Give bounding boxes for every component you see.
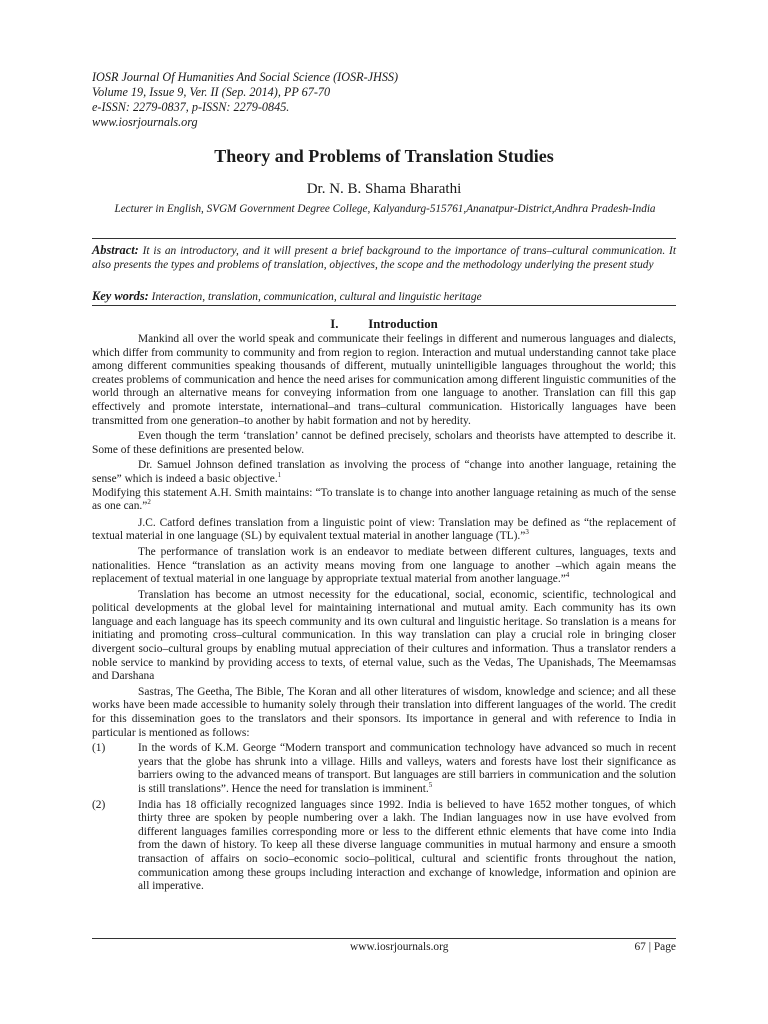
paragraph: Dr. Samuel Johnson defined translation as involving the process of “change into another language, retaining the sense” which is indeed a basic objective.$^1$ bbox=[92, 459, 676, 485]
journal-header bbox=[92, 70, 398, 130]
author-name: Dr. N. B. Shama Bharathi bbox=[306, 181, 462, 197]
abstract-text: It is an introductory, and it will present a brief background to the importance of trans–cultural communication. It also presents the types and problems of translation, objectives, the scope and the methodology underlying the present study bbox=[92, 245, 676, 271]
paragraph: Sastras, The Geetha, The Bible, The Koran and all other literatures of wisdom, knowledge and science; and all these works have been made accessible to humanity solely through their translation into different languages of the world. The credit for this dissemination goes to the translators and their sponsors. Its importance in general and with reference to India in particular is mentioned as follows: bbox=[92, 685, 676, 739]
paragraph: J.C. Catford defines translation from a linguistic point of view: Translation may be defined as “the replacement of textual material in one language (SL) by equivalent textual material in another language (TL).”$^3$ bbox=[92, 516, 676, 543]
volume-issue: Volume 19, Issue 9, Ver. II (Sep. 2014), PP 67-70 bbox=[92, 85, 331, 99]
section-title: Introduction bbox=[368, 317, 438, 331]
footnote-ref: 2 bbox=[147, 498, 151, 507]
footnote-ref: 4 bbox=[565, 571, 570, 580]
abstract-bottom-rule bbox=[92, 305, 676, 306]
section-number: I. bbox=[330, 317, 339, 331]
paragraph: Translation has become an utmost necessity for the educational, social, economic, scientific, technological and political developments at the global level for maintaining international and mutual amity. Each community has its own language and each language has its speech community and its own cultural and linguistic heritage. So translation is a means for initiating and promoting cross–cultural communication. In this way translation can play a crucial role in bringing closer divergent socio–cultural groups by enabling mutual appreciation of their cultures and information. Thus a translator renders a noble service to mankind by providing access to texts, of eternal value, such as the Vedas, The Upanishads, The Meemamsas and Darshana bbox=[92, 588, 676, 683]
author-affiliation: Lecturer in English, SVGM Government Degree College, Kalyandurg-515761,Ananatpur-District,Andhra Pradesh-India bbox=[114, 203, 656, 215]
footnote-ref: 3 bbox=[525, 528, 529, 537]
keywords bbox=[92, 289, 676, 304]
keywords-text: Interaction, translation, communication, cultural and linguistic heritage bbox=[148, 291, 482, 303]
paragraph: Modifying this statement A.H. Smith maintains: “To translate is to change into another language retaining as much of the sense as one can.”$^2$ bbox=[92, 486, 676, 513]
journal-url[interactable]: www.iosrjournals.org bbox=[92, 115, 198, 129]
list-item bbox=[92, 799, 676, 894]
footer-url[interactable]: www.iosrjournals.org bbox=[350, 941, 449, 953]
footnote-ref: 1 bbox=[277, 471, 282, 480]
paper-title: Theory and Problems of Translation Studies bbox=[214, 146, 554, 166]
list-item bbox=[92, 742, 676, 796]
page-number: 67 | Page bbox=[634, 941, 676, 953]
abstract bbox=[92, 244, 676, 272]
footnote-ref: 5 bbox=[428, 781, 433, 790]
keywords-label: Key words: bbox=[92, 289, 149, 303]
abstract-top-rule bbox=[92, 238, 676, 239]
page-footer bbox=[92, 938, 676, 953]
body-text bbox=[92, 333, 676, 896]
list-item-text: India has 18 officially recognized languages since 1992. India is believed to have 1652 mother tongues, of which thirty three are spoken by people numbering over a lakh. The Indian languages now in use have evolved from different languages families corresponding more or less to the different ethnic elements that have come into India from the dawn of history. To keep all these diverse language communities in mutual harmony and ensure a smooth transaction of affairs on socio–economic socio–political, cultural and scientific fronts throughout the nation, communication among these groups including interaction and exchange of knowledge, information and opinion are all imperative. bbox=[138, 798, 676, 893]
journal-name: IOSR Journal Of Humanities And Social Science (IOSR-JHSS) bbox=[92, 70, 399, 84]
paragraph: Mankind all over the world speak and communicate their feelings in different and numerous languages and dialects, which differ from community to community and from region to region. Interaction and mutual understanding cannot take place among different communities speaking thousands of different, mutually unintelligible languages throughout the world; this creates problems of communication and hence the need arises for communication among different linguistic communities of the world through an alternative means for conveying information from one language to another. Translation can fill this gap effectively and promote interstate, international–and trans–cultural communication. Historically languages have been transmitted from one generation–to another by habit formation and not by heredity. bbox=[92, 333, 676, 427]
list-item-label: (1) bbox=[92, 742, 106, 755]
paragraph: The performance of translation work is an endeavor to mediate between different cultures, languages, texts and nationalities. Hence “translation as an activity means moving from one language to another –which again means the replacement of textual material in one language by appropriate textual material from another language.”$^4$ bbox=[92, 545, 676, 586]
paragraph: Even though the term ‘translation’ cannot be defined precisely, scholars and theorists have attempted to describe it. Some of these definitions are presented below. bbox=[92, 430, 676, 456]
abstract-label: Abstract: bbox=[92, 243, 139, 257]
issn: e-ISSN: 2279-0837, p-ISSN: 2279-0845. bbox=[92, 100, 290, 114]
list-item-text: In the words of K.M. George “Modern transport and communication technology have advanced so much in recent years that the globe has shrunk into a village. Hills and valleys, waters and forests have lost their significance as barriers owing to the advanced means of transport. But languages are still barriers in communication and the solution is still translations”. Hence the need for translation is imminent. bbox=[138, 742, 676, 795]
section-heading bbox=[0, 317, 768, 332]
list-item-label: (2) bbox=[92, 798, 106, 811]
